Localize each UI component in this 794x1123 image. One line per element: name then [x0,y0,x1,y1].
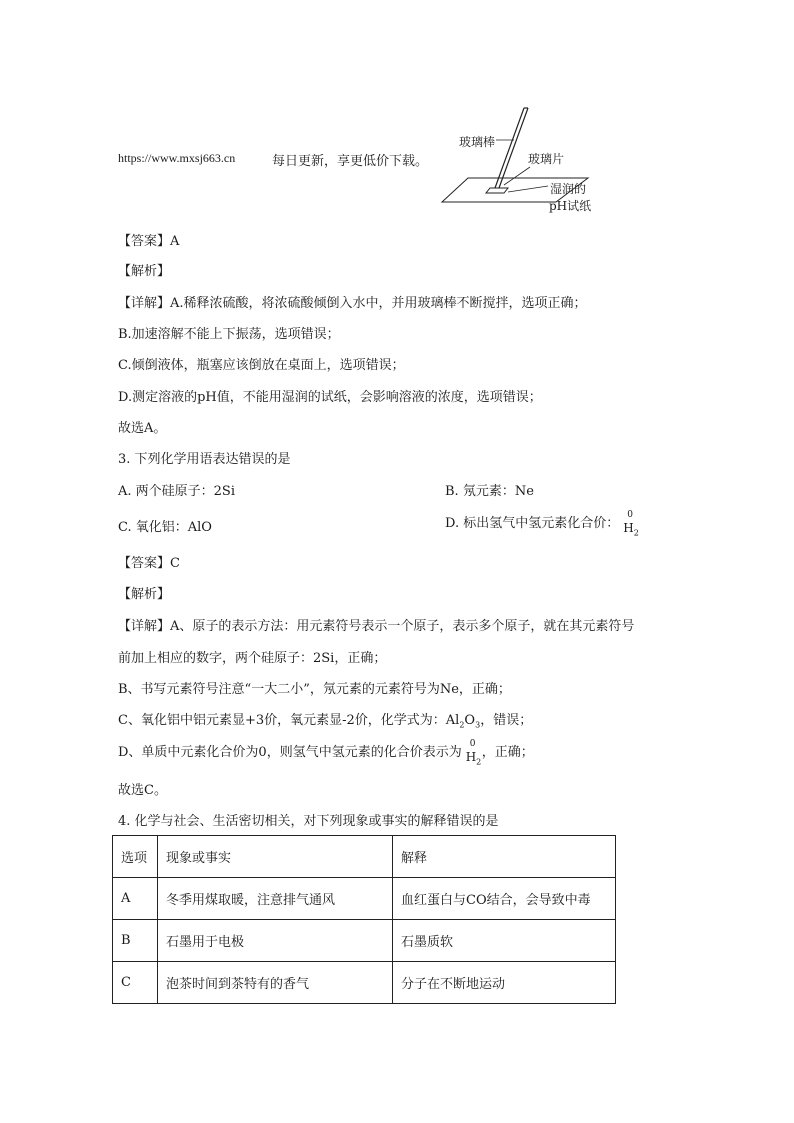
q3-conclusion: 故选C。 [118,783,167,798]
q3-explain-c: C、氧化铝中铝元素显+3价，氧元素显-2价，化学式为：$Al_2O_3$，错误； [118,713,533,730]
q3-detail-line-2: 前加上相应的数字，两个硅原子：2Si，正确； [118,651,387,666]
table-header-cell: 现象或事实 [158,836,393,878]
q3-option-c: C. 氧化铝：AlO [118,520,212,535]
table-cell: 血红蛋白与CO结合，会导致中毒 [393,878,616,920]
table-cell: 冬季用煤取暖，注意排气通风 [158,878,393,920]
q4-table [112,835,616,1004]
table-row [113,878,616,920]
table-header-cell: 解释 [393,836,616,878]
q3-option-b: B. 氖元素：Ne [445,484,534,499]
label-glass-rod: 玻璃棒 [459,135,496,149]
table-row [113,962,616,1004]
table-cell: 石墨质软 [393,920,616,962]
h2-valence-formula: 0 $H_2$ [623,510,639,538]
table-cell: 石墨用于电极 [158,920,393,962]
q3-option-d [445,511,639,537]
q2-detail: 【详解】A.稀释浓硫酸，将浓硫酸倾倒入水中，并用玻璃棒不断搅拌，选项正确； [118,296,587,311]
q2-option-c: C.倾倒液体，瓶塞应该倒放在桌面上，选项错误； [118,358,405,373]
q2-analysis-heading: 【解析】 [118,264,171,279]
table-cell: A [113,878,158,920]
table-header-cell: 选项 [113,836,158,878]
table-cell: 分子在不断地运动 [393,962,616,1004]
q2-option-d: D.测定溶液的pH值，不能用湿润的试纸，会影响溶液的浓度，选项错误； [118,390,542,405]
q3-explain-b: B、书写元素符号注意“一大二小”，氖元素的元素符号为Ne，正确； [118,682,511,697]
q3-question: 3. 下列化学用语表达错误的是 [118,452,291,467]
q2-option-b: B.加速溶解不能上下振荡，选项错误； [118,327,340,342]
table-row [113,920,616,962]
label-glass-plate: 玻璃片 [528,152,565,166]
q3-option-d-text: D. 标出氢气中氢元素化合价： [445,516,620,531]
q2-conclusion: 故选A。 [118,421,167,436]
site-url: https://www.mxsj663.cn [118,151,236,165]
site-slogan: 每日更新，享更低价下载。 [272,154,429,169]
table-cell: 泡茶时间到茶特有的香气 [158,962,393,1004]
label-ph-paper: pH试纸 [549,199,592,213]
q2-answer: 【答案】A [118,234,180,249]
q3-answer: 【答案】C [118,556,180,571]
h2-valence-formula-inline: 0 $H_2$ [465,739,482,767]
q4-question: 4. 化学与社会、生活密切相关，对下列现象或事实的解释错误的是 [118,814,499,829]
q3-detail-line-1: 【详解】A、原子的表示方法：用元素符号表示一个原子，表示多个原子，就在其元素符号 [118,619,635,634]
q3-option-a: A. 两个硅原子：2Si [118,484,235,499]
table-header-row [113,836,616,878]
q3-analysis-heading: 【解析】 [118,587,171,602]
q3-explain-d: D、单质中元素化合价为0，则氢气中氢元素的化合价表示为 0 $H_2$ ，正确； [118,739,534,767]
label-wet-paper: 湿润的 [550,182,587,196]
table-cell: B [113,920,158,962]
ph-paper-shape [486,188,508,193]
table-cell: C [113,962,158,1004]
glass-rod-shape [495,108,524,188]
